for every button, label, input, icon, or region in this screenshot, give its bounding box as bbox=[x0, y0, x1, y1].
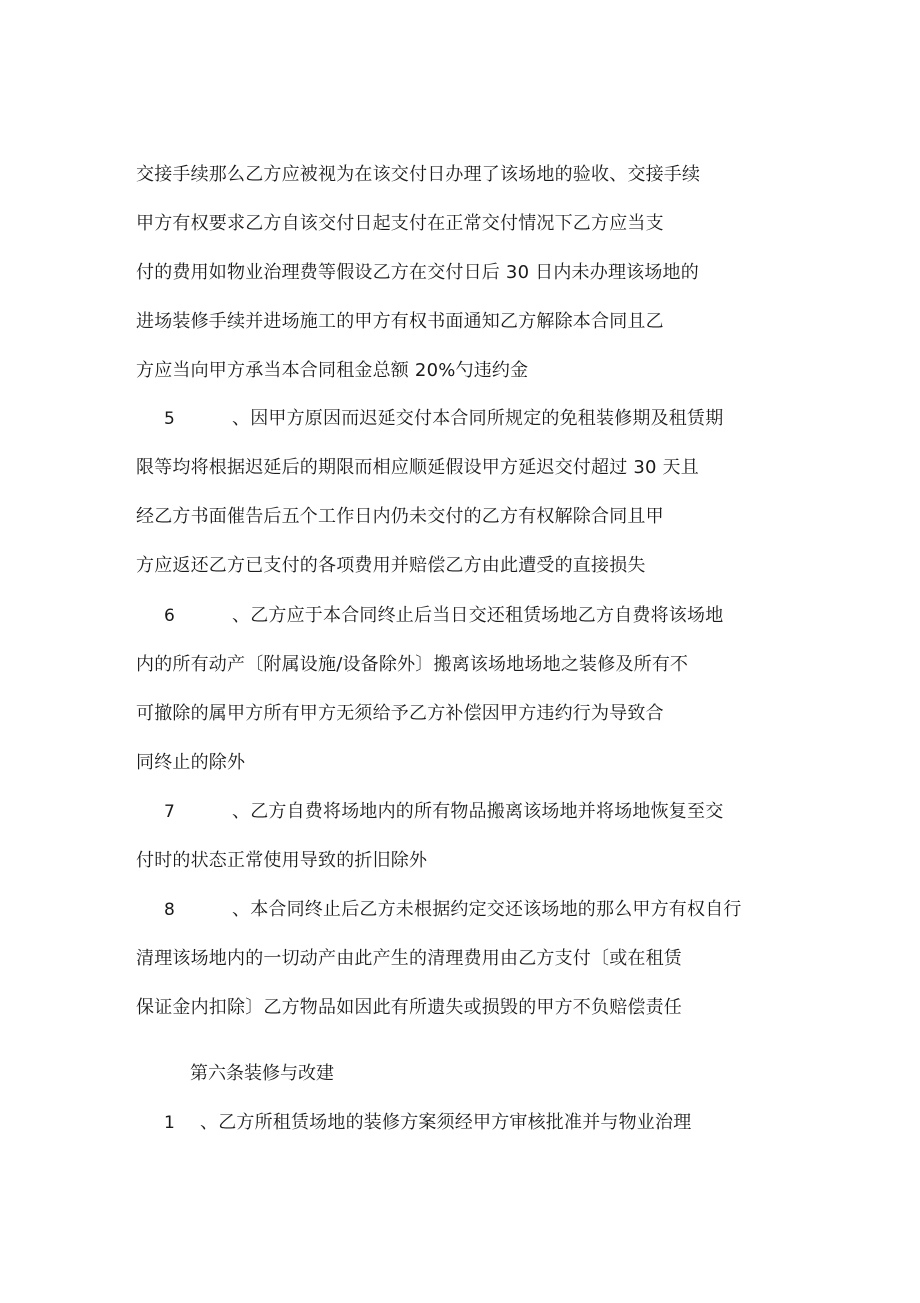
clause-text: 、因甲方原因而迟延交付本合同所规定的免租装修期及租赁期 bbox=[232, 408, 724, 429]
paragraph-line: 内的所有动产〔附属设施/设备除外〕搬离该场地场地之装修及所有不 bbox=[136, 654, 689, 675]
clause-text: 、本合同终止后乙方未根据约定交还该场地的那么甲方有权自行 bbox=[232, 899, 742, 920]
clause-text: 、乙方所租赁场地的装修方案须经甲方审核批准并与物业治理 bbox=[200, 1112, 692, 1133]
paragraph-line: 方应当向甲方承当本合同租金总额 20%勺违约金 bbox=[136, 360, 529, 381]
paragraph-line: 限等均将根据迟延后的期限而相应顺延假设甲方延迟交付超过 30 天且 bbox=[136, 457, 699, 478]
paragraph-line: 交接手续那么乙方应被视为在该交付日办理了该场地的验收、交接手续 bbox=[136, 164, 701, 185]
paragraph-line: 付时的状态正常使用导致的折旧除外 bbox=[136, 850, 428, 871]
clause-number: 6 bbox=[164, 606, 175, 626]
paragraph-line: 甲方有权要求乙方自该交付日起支付在正常交付情况下乙方应当支 bbox=[136, 213, 664, 234]
clause-number: 7 bbox=[164, 802, 175, 822]
paragraph-line: 可撤除的属甲方所有甲方无须给予乙方补偿因甲方违约行为导致合 bbox=[136, 703, 664, 724]
paragraph-line: 进场装修手续并进场施工的甲方有权书面通知乙方解除本合同且乙 bbox=[136, 311, 664, 332]
paragraph-line: 方应返还乙方已支付的各项费用并赔偿乙方由此遭受的直接损失 bbox=[136, 555, 646, 576]
paragraph-line: 付的费用如物业治理费等假设乙方在交付日后 30 日内未办理该场地的 bbox=[136, 262, 699, 283]
paragraph-line: 同终止的除外 bbox=[136, 752, 246, 773]
section-heading: 第六条装修与改建 bbox=[190, 1063, 334, 1084]
paragraph-line: 保证金内扣除〕乙方物品如因此有所遗失或损毁的甲方不负赔偿责任 bbox=[136, 997, 682, 1018]
paragraph-line: 经乙方书面催告后五个工作日内仍未交付的乙方有权解除合同且甲 bbox=[136, 506, 664, 527]
clause-number: 1 bbox=[164, 1113, 175, 1133]
paragraph-line: 清理该场地内的一切动产由此产生的清理费用由乙方支付〔或在租赁 bbox=[136, 948, 682, 969]
clause-number: 5 bbox=[164, 409, 175, 429]
clause-number: 8 bbox=[164, 900, 175, 920]
clause-text: 、乙方自费将场地内的所有物品搬离该场地并将场地恢复至交 bbox=[232, 801, 724, 822]
clause-text: 、乙方应于本合同终止后当日交还租赁场地乙方自费将该场地 bbox=[232, 605, 724, 626]
